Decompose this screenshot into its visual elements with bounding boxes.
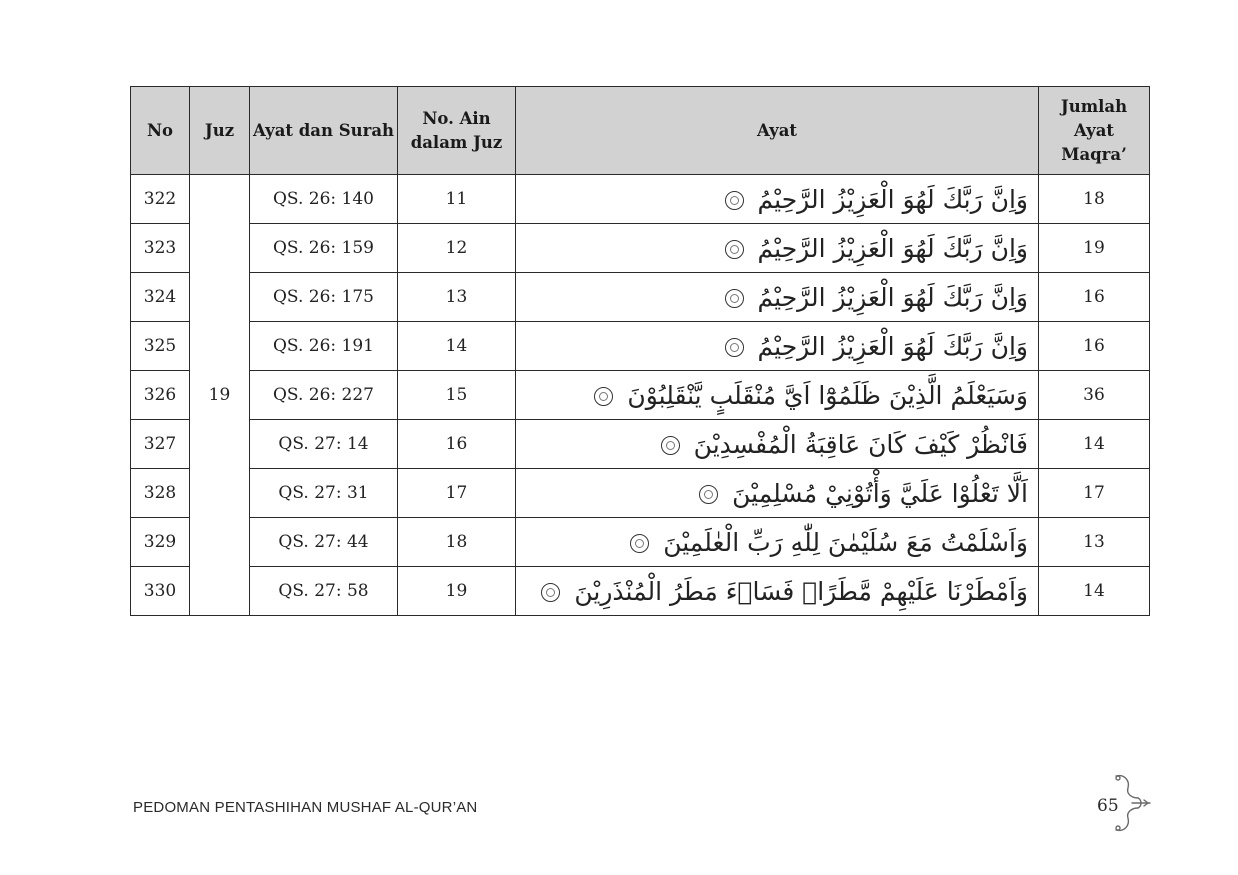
- cell-ain: 15: [398, 371, 516, 420]
- cell-jumlah: 16: [1039, 322, 1150, 371]
- ayat-text: وَاِنَّ رَبَّكَ لَهُوَ الْعَزِيْزُ الرَّحِيْمُ: [757, 184, 1028, 214]
- cell-jumlah: 14: [1039, 567, 1150, 616]
- verse-end-marker-icon: [725, 338, 744, 357]
- cell-ain: 14: [398, 322, 516, 371]
- cell-ayat: [516, 567, 1039, 616]
- cell-ain: 18: [398, 518, 516, 567]
- ayat-text: وَاِنَّ رَبَّكَ لَهُوَ الْعَزِيْزُ الرَّحِيْمُ: [757, 331, 1028, 361]
- table-row: [131, 518, 1150, 567]
- cell-ain: 19: [398, 567, 516, 616]
- table-row: [131, 175, 1150, 224]
- table-row: [131, 420, 1150, 469]
- cell-ain: 16: [398, 420, 516, 469]
- cell-jumlah: 17: [1039, 469, 1150, 518]
- verse-end-marker-icon: [541, 583, 560, 602]
- cell-ref: QS. 26: 175: [250, 273, 398, 322]
- header-ayat: Ayat: [516, 87, 1039, 175]
- verse-end-marker-icon: [661, 436, 680, 455]
- verse-end-marker-icon: [594, 387, 613, 406]
- cell-jumlah: 13: [1039, 518, 1150, 567]
- header-no: No: [131, 87, 190, 175]
- verse-end-marker-icon: [725, 289, 744, 308]
- cell-ayat: [516, 469, 1039, 518]
- table-row: [131, 371, 1150, 420]
- cell-ain: 11: [398, 175, 516, 224]
- cell-juz: 19: [190, 175, 250, 616]
- page-number: 65: [1097, 796, 1119, 816]
- header-row: [131, 87, 1150, 175]
- cell-no: 325: [131, 322, 190, 371]
- cell-ref: QS. 27: 58: [250, 567, 398, 616]
- cell-jumlah: 18: [1039, 175, 1150, 224]
- cell-ref: QS. 27: 31: [250, 469, 398, 518]
- ayat-text: اَلَّا تَعْلُوْا عَلَيَّ وَأْتُوْنِيْ مُسْلِمِيْنَ: [732, 478, 1028, 508]
- cell-ref: QS. 26: 227: [250, 371, 398, 420]
- ayat-text: وَاِنَّ رَبَّكَ لَهُوَ الْعَزِيْزُ الرَّحِيْمُ: [757, 282, 1028, 312]
- cell-ayat: [516, 224, 1039, 273]
- header-jumlah: Jumlah Ayat Maqra’: [1039, 87, 1150, 175]
- cell-no: 329: [131, 518, 190, 567]
- table-row: [131, 224, 1150, 273]
- table-row: [131, 273, 1150, 322]
- cell-ayat: [516, 273, 1039, 322]
- verse-end-marker-icon: [630, 534, 649, 553]
- cell-ref: QS. 27: 44: [250, 518, 398, 567]
- cell-ayat: [516, 371, 1039, 420]
- cell-ayat: [516, 518, 1039, 567]
- table-row: [131, 567, 1150, 616]
- cell-ayat: [516, 322, 1039, 371]
- cell-ayat: [516, 420, 1039, 469]
- cell-no: 323: [131, 224, 190, 273]
- cell-ref: QS. 26: 191: [250, 322, 398, 371]
- header-juz: Juz: [190, 87, 250, 175]
- cell-no: 328: [131, 469, 190, 518]
- cell-ain: 17: [398, 469, 516, 518]
- cell-ref: QS. 26: 159: [250, 224, 398, 273]
- ayat-text: فَانْظُرْ كَيْفَ كَانَ عَاقِبَةُ الْمُفْسِدِيْنَ: [693, 429, 1028, 459]
- table-row: [131, 322, 1150, 371]
- footer-title: PEDOMAN PENTASHIHAN MUSHAF AL-QUR’AN: [133, 799, 478, 816]
- cell-ref: QS. 27: 14: [250, 420, 398, 469]
- cell-jumlah: 16: [1039, 273, 1150, 322]
- cell-no: 322: [131, 175, 190, 224]
- verse-end-marker-icon: [699, 485, 718, 504]
- cell-ain: 13: [398, 273, 516, 322]
- verse-end-marker-icon: [725, 191, 744, 210]
- header-no-ain: No. Ain dalam Juz: [398, 87, 516, 175]
- cell-no: 326: [131, 371, 190, 420]
- cell-jumlah: 19: [1039, 224, 1150, 273]
- ayat-text: وَاَمْطَرْنَا عَلَيْهِمْ مَّطَرًاۚ فَسَاۤءَ مَطَرُ الْمُنْذَرِيْنَ: [574, 576, 1028, 606]
- cell-ain: 12: [398, 224, 516, 273]
- ayat-text: وَاَسْلَمْتُ مَعَ سُلَيْمٰنَ لِلّٰهِ رَبِّ الْعٰلَمِيْنَ: [663, 527, 1028, 557]
- cell-no: 330: [131, 567, 190, 616]
- ain-table: [130, 86, 1150, 616]
- cell-jumlah: 14: [1039, 420, 1150, 469]
- cell-ayat: [516, 175, 1039, 224]
- ayat-text: وَاِنَّ رَبَّكَ لَهُوَ الْعَزِيْزُ الرَّحِيْمُ: [757, 233, 1028, 263]
- corner-ornament-icon: [1110, 772, 1152, 834]
- cell-jumlah: 36: [1039, 371, 1150, 420]
- table-row: [131, 469, 1150, 518]
- cell-ref: QS. 26: 140: [250, 175, 398, 224]
- cell-no: 324: [131, 273, 190, 322]
- verse-end-marker-icon: [725, 240, 744, 259]
- header-ayat-surah: Ayat dan Surah: [250, 87, 398, 175]
- cell-no: 327: [131, 420, 190, 469]
- ayat-text: وَسَيَعْلَمُ الَّذِيْنَ ظَلَمُوْٓا اَيَّ مُنْقَلَبٍ يَّنْقَلِبُوْنَ: [627, 380, 1028, 410]
